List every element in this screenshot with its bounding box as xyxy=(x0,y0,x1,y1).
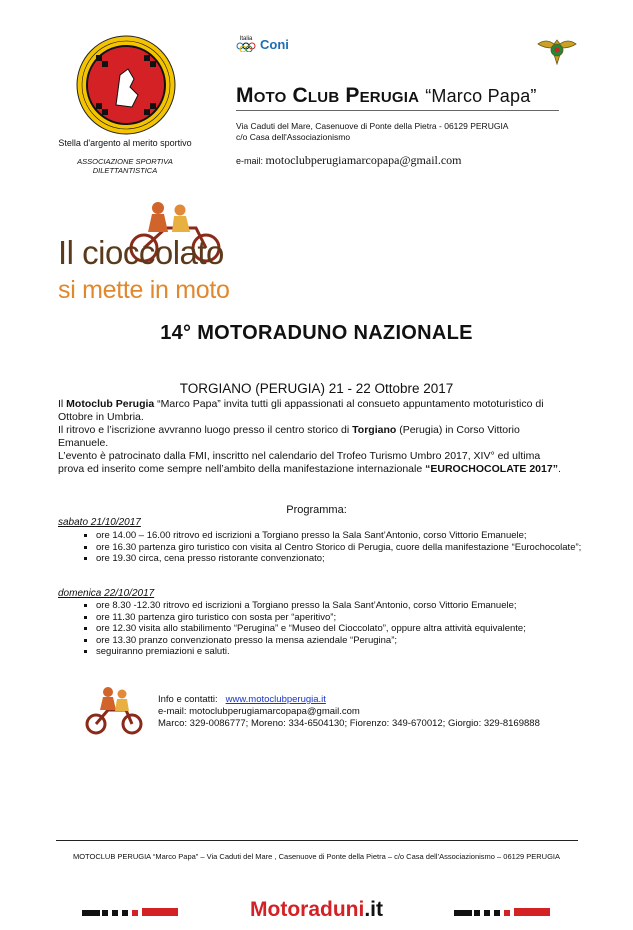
meeting-paragraph xyxy=(58,424,568,450)
club-name: Moto Club Perugia xyxy=(236,84,420,107)
patronage-end: . xyxy=(557,463,561,475)
title-divider xyxy=(236,110,559,111)
coni-rings-icon xyxy=(236,42,256,52)
footer-divider xyxy=(56,840,578,841)
intro-text: Il xyxy=(58,398,67,410)
event-location-date: TORGIANO (PERUGIA) 21 - 22 Ottobre 2017 xyxy=(179,381,454,396)
club-logo-icon xyxy=(76,35,176,135)
program-title: Programma: xyxy=(286,504,347,516)
brand-tld: .it xyxy=(364,898,383,921)
club-subtitle: “Marco Papa” xyxy=(425,86,537,106)
info-contacts xyxy=(158,694,326,705)
contact-email: e-mail: motoclubperugiamarcopapa@gmail.com xyxy=(158,706,360,717)
motorcycle-icon xyxy=(82,684,146,736)
meeting-text-rest: (Perugia) in Corso Vittorio Emanuele. xyxy=(58,424,520,449)
logo-caption-association: ASSOCIAZIONE SPORTIVA xyxy=(77,157,173,166)
patronage-text: L’evento è patrocinato dalla FMI, inscritto nel calendario del Trofeo Turismo Umbro 2017, XIV° ed ultima prova ed inserito come sempre nell’ambito della manifestazione internazionale xyxy=(58,450,541,475)
info-label: Info e contatti: xyxy=(158,694,218,705)
patronage-event-name: “EUROCHOCOLATE 2017” xyxy=(425,463,558,475)
day1-label: sabato 21/10/2017 xyxy=(58,517,141,528)
logo-caption-award: Stella d'argento al merito sportivo xyxy=(58,138,192,148)
meeting-town: Torgiano xyxy=(352,424,397,436)
club-email-address[interactable]: motoclubperugiamarcopapa@gmail.com xyxy=(265,153,462,167)
list-item: ▪ ore 13.30 pranzo convenzionato presso la mensa aziendale “Perugina”; xyxy=(96,635,596,647)
list-item: ▪ ore 11.30 partenza giro turistico con sosta per “aperitivo”; xyxy=(96,612,596,624)
footer-text xyxy=(0,852,633,861)
meeting-text: Il ritrovo e l’iscrizione avvranno luogo presso il centro storico di xyxy=(58,424,353,436)
event-headline: 14° MOTORADUNO NAZIONALE xyxy=(160,322,473,344)
list-item: ▪ ore 16.30 partenza giro turistico con visita al Centro Storico di Perugia, cuore della manifestazione “Eurochocolate”; xyxy=(96,542,596,554)
patronage-paragraph xyxy=(58,450,568,476)
list-item: ▪ seguiranno premiazioni e saluti. xyxy=(96,646,596,658)
banner-title-line2: si mette in moto xyxy=(58,276,230,304)
coni-country-label: Italia xyxy=(239,36,253,42)
brand-stripe-right-icon xyxy=(454,904,550,920)
contact-phones: Marco: 329-0086777; Moreno: 334-6504130; Fiorenzo: 349-670012; Giorgio: 329-8169888 xyxy=(158,718,540,729)
club-address: Via Caduti del Mare, Casenuove di Ponte della Pietra - 06129 PERUGIA xyxy=(236,121,509,131)
club-address-care-of: c/o Casa dell'Associazionismo xyxy=(236,132,351,142)
website-link[interactable]: www.motoclubperugia.it xyxy=(225,694,326,705)
club-title xyxy=(236,84,537,108)
brand-name: Motoraduni xyxy=(250,898,365,921)
coni-label: Coni xyxy=(260,36,289,52)
list-item: ▪ ore 8.30 -12.30 ritrovo ed iscrizioni a Torgiano presso la Sala Sant’Antonio, corso Vittorio Emanuele; xyxy=(96,600,596,612)
club-email xyxy=(236,153,462,168)
footer-club: MOTOCLUB PERUGIA “Marco Papa” xyxy=(72,852,199,861)
list-item: ▪ ore 19.30 circa, cena presso ristorante convenzionato; xyxy=(96,553,596,565)
list-item: ▪ ore 14.00 – 16.00 ritrovo ed iscrizioni a Torgiano presso la Sala Sant’Antonio, corso Vittorio Emanuele; xyxy=(96,530,596,542)
intro-paragraph xyxy=(58,398,568,424)
list-item: ▪ ore 12.30 visita allo stabilimento “Perugina” e “Museo del Cioccolato”, oppure altra attività equivalente; xyxy=(96,623,596,635)
day1-list xyxy=(78,530,596,565)
logo-caption-amateur: DILETTANTISTICA xyxy=(92,166,158,175)
footer-address: – Via Caduti del Mare , Casenuove di Ponte della Pietra – c/o Casa dell’Associazionismo – 06129 PERUGIA xyxy=(198,852,561,861)
fmi-badge-icon xyxy=(536,34,578,70)
day2-label: domenica 22/10/2017 xyxy=(58,588,155,599)
club-email-label: e-mail: xyxy=(236,156,264,166)
coni-logo xyxy=(236,36,289,52)
banner-title-line1: Il cioccolato xyxy=(58,234,224,271)
intro-text-rest: “Marco Papa” invita tutti gli appassionati al consueto appuntamento mototuristico di Ottobre in Umbria. xyxy=(58,398,544,423)
day2-list xyxy=(78,600,596,658)
intro-club-name: Motoclub Perugia xyxy=(66,398,155,410)
